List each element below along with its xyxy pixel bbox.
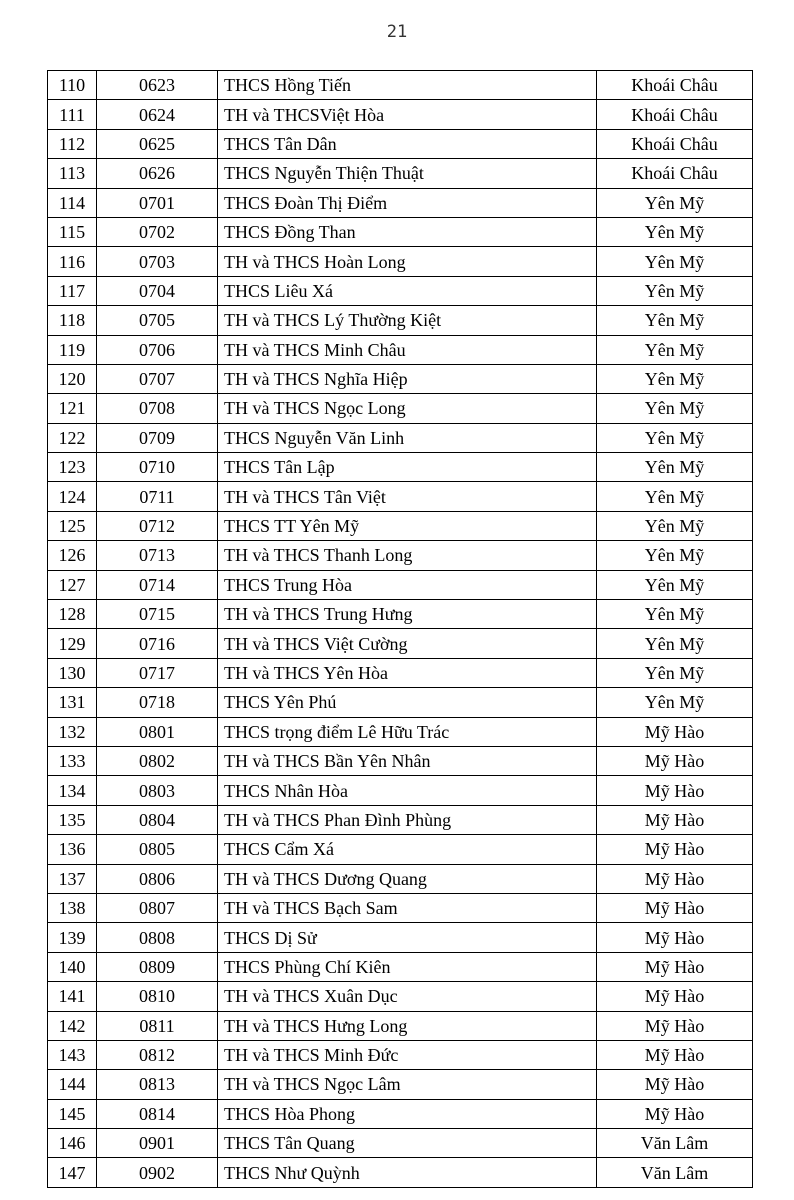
table-row — [48, 1011, 753, 1040]
row-number-cell: 123 — [48, 453, 97, 482]
table-row — [48, 423, 753, 452]
row-number-cell: 136 — [48, 835, 97, 864]
school-name-cell: TH và THCS Ngọc Long — [218, 394, 597, 423]
table-row — [48, 805, 753, 834]
school-name-cell: TH và THCS Nghĩa Hiệp — [218, 364, 597, 393]
row-number-cell: 145 — [48, 1099, 97, 1128]
school-name-cell: TH và THCSViệt Hòa — [218, 100, 597, 129]
school-name-cell: TH và THCS Tân Việt — [218, 482, 597, 511]
school-name-cell: TH và THCS Việt Cường — [218, 629, 597, 658]
row-number-cell: 139 — [48, 923, 97, 952]
row-number-cell: 124 — [48, 482, 97, 511]
table-row — [48, 364, 753, 393]
table-row — [48, 335, 753, 364]
school-name-cell: TH và THCS Ngọc Lâm — [218, 1070, 597, 1099]
district-cell: Mỹ Hào — [597, 835, 753, 864]
table-row — [48, 306, 753, 335]
school-code-cell: 0709 — [97, 423, 218, 452]
school-name-cell: THCS Nguyễn Thiện Thuật — [218, 159, 597, 188]
district-cell: Yên Mỹ — [597, 364, 753, 393]
table-row — [48, 247, 753, 276]
school-code-cell: 0802 — [97, 746, 218, 775]
table-row — [48, 688, 753, 717]
district-cell: Yên Mỹ — [597, 570, 753, 599]
school-name-cell: THCS Hòa Phong — [218, 1099, 597, 1128]
school-code-cell: 0805 — [97, 835, 218, 864]
table-row — [48, 570, 753, 599]
school-code-cell: 0704 — [97, 276, 218, 305]
table-row — [48, 923, 753, 952]
row-number-cell: 112 — [48, 129, 97, 158]
row-number-cell: 143 — [48, 1040, 97, 1069]
school-name-cell: TH và THCS Minh Đức — [218, 1040, 597, 1069]
row-number-cell: 140 — [48, 952, 97, 981]
district-cell: Mỹ Hào — [597, 893, 753, 922]
school-code-cell: 0718 — [97, 688, 218, 717]
school-table-body — [48, 71, 753, 1188]
district-cell: Mỹ Hào — [597, 1011, 753, 1040]
table-row — [48, 982, 753, 1011]
school-code-cell: 0701 — [97, 188, 218, 217]
school-name-cell: TH và THCS Hưng Long — [218, 1011, 597, 1040]
school-code-cell: 0713 — [97, 541, 218, 570]
school-code-cell: 0811 — [97, 1011, 218, 1040]
row-number-cell: 110 — [48, 71, 97, 100]
school-name-cell: TH và THCS Yên Hòa — [218, 658, 597, 687]
district-cell: Mỹ Hào — [597, 952, 753, 981]
school-name-cell: TH và THCS Hoàn Long — [218, 247, 597, 276]
school-code-cell: 0625 — [97, 129, 218, 158]
district-cell: Yên Mỹ — [597, 629, 753, 658]
row-number-cell: 141 — [48, 982, 97, 1011]
school-code-cell: 0808 — [97, 923, 218, 952]
school-code-cell: 0708 — [97, 394, 218, 423]
table-row — [48, 394, 753, 423]
district-cell: Văn Lâm — [597, 1158, 753, 1187]
table-row — [48, 629, 753, 658]
district-cell: Yên Mỹ — [597, 188, 753, 217]
row-number-cell: 111 — [48, 100, 97, 129]
school-name-cell: THCS Nhân Hòa — [218, 776, 597, 805]
table-row — [48, 600, 753, 629]
table-row — [48, 893, 753, 922]
school-code-cell: 0812 — [97, 1040, 218, 1069]
school-name-cell: TH và THCS Xuân Dục — [218, 982, 597, 1011]
table-row — [48, 188, 753, 217]
row-number-cell: 132 — [48, 717, 97, 746]
table-row — [48, 776, 753, 805]
school-code-cell: 0705 — [97, 306, 218, 335]
row-number-cell: 131 — [48, 688, 97, 717]
school-name-cell: THCS Cẩm Xá — [218, 835, 597, 864]
school-name-cell: TH và THCS Thanh Long — [218, 541, 597, 570]
table-row — [48, 1070, 753, 1099]
school-code-cell: 0715 — [97, 600, 218, 629]
district-cell: Mỹ Hào — [597, 864, 753, 893]
school-code-cell: 0901 — [97, 1129, 218, 1158]
table-row — [48, 276, 753, 305]
row-number-cell: 134 — [48, 776, 97, 805]
district-cell: Mỹ Hào — [597, 1070, 753, 1099]
row-number-cell: 137 — [48, 864, 97, 893]
school-name-cell: TH và THCS Dương Quang — [218, 864, 597, 893]
row-number-cell: 116 — [48, 247, 97, 276]
school-code-cell: 0810 — [97, 982, 218, 1011]
table-row — [48, 746, 753, 775]
school-name-cell: THCS Hồng Tiến — [218, 71, 597, 100]
school-code-cell: 0814 — [97, 1099, 218, 1128]
district-cell: Yên Mỹ — [597, 335, 753, 364]
district-cell: Yên Mỹ — [597, 217, 753, 246]
table-row — [48, 482, 753, 511]
district-cell: Yên Mỹ — [597, 247, 753, 276]
table-row — [48, 453, 753, 482]
district-cell: Mỹ Hào — [597, 776, 753, 805]
row-number-cell: 147 — [48, 1158, 97, 1187]
school-table — [47, 70, 753, 1188]
school-name-cell: THCS Dị Sử — [218, 923, 597, 952]
table-row — [48, 952, 753, 981]
school-name-cell: TH và THCS Bạch Sam — [218, 893, 597, 922]
district-cell: Yên Mỹ — [597, 688, 753, 717]
school-name-cell: TH và THCS Lý Thường Kiệt — [218, 306, 597, 335]
table-row — [48, 217, 753, 246]
district-cell: Mỹ Hào — [597, 746, 753, 775]
table-row — [48, 717, 753, 746]
district-cell: Khoái Châu — [597, 100, 753, 129]
school-code-cell: 0717 — [97, 658, 218, 687]
row-number-cell: 114 — [48, 188, 97, 217]
row-number-cell: 146 — [48, 1129, 97, 1158]
district-cell: Yên Mỹ — [597, 482, 753, 511]
school-name-cell: TH và THCS Phan Đình Phùng — [218, 805, 597, 834]
table-row — [48, 1099, 753, 1128]
school-name-cell: THCS Phùng Chí Kiên — [218, 952, 597, 981]
district-cell: Khoái Châu — [597, 129, 753, 158]
table-row — [48, 864, 753, 893]
school-name-cell: THCS Tân Dân — [218, 129, 597, 158]
table-row — [48, 100, 753, 129]
table-row — [48, 129, 753, 158]
row-number-cell: 129 — [48, 629, 97, 658]
table-row — [48, 71, 753, 100]
school-code-cell: 0807 — [97, 893, 218, 922]
school-code-cell: 0804 — [97, 805, 218, 834]
table-row — [48, 658, 753, 687]
district-cell: Mỹ Hào — [597, 1040, 753, 1069]
school-name-cell: THCS trọng điểm Lê Hữu Trác — [218, 717, 597, 746]
district-cell: Yên Mỹ — [597, 453, 753, 482]
school-code-cell: 0803 — [97, 776, 218, 805]
district-cell: Yên Mỹ — [597, 541, 753, 570]
district-cell: Mỹ Hào — [597, 982, 753, 1011]
district-cell: Yên Mỹ — [597, 511, 753, 540]
row-number-cell: 120 — [48, 364, 97, 393]
row-number-cell: 118 — [48, 306, 97, 335]
row-number-cell: 121 — [48, 394, 97, 423]
row-number-cell: 113 — [48, 159, 97, 188]
district-cell: Yên Mỹ — [597, 600, 753, 629]
school-code-cell: 0801 — [97, 717, 218, 746]
school-code-cell: 0710 — [97, 453, 218, 482]
district-cell: Văn Lâm — [597, 1129, 753, 1158]
school-code-cell: 0712 — [97, 511, 218, 540]
row-number-cell: 117 — [48, 276, 97, 305]
school-code-cell: 0711 — [97, 482, 218, 511]
table-row — [48, 1158, 753, 1187]
table-row — [48, 835, 753, 864]
row-number-cell: 126 — [48, 541, 97, 570]
table-row — [48, 1129, 753, 1158]
school-name-cell: THCS Đồng Than — [218, 217, 597, 246]
school-code-cell: 0714 — [97, 570, 218, 599]
school-name-cell: THCS Trung Hòa — [218, 570, 597, 599]
row-number-cell: 133 — [48, 746, 97, 775]
school-name-cell: THCS Yên Phú — [218, 688, 597, 717]
school-code-cell: 0806 — [97, 864, 218, 893]
district-cell: Mỹ Hào — [597, 1099, 753, 1128]
school-name-cell: THCS TT Yên Mỹ — [218, 511, 597, 540]
row-number-cell: 135 — [48, 805, 97, 834]
row-number-cell: 128 — [48, 600, 97, 629]
table-row — [48, 159, 753, 188]
district-cell: Mỹ Hào — [597, 717, 753, 746]
school-name-cell: THCS Đoàn Thị Điểm — [218, 188, 597, 217]
row-number-cell: 119 — [48, 335, 97, 364]
district-cell: Yên Mỹ — [597, 658, 753, 687]
school-name-cell: THCS Tân Lập — [218, 453, 597, 482]
row-number-cell: 125 — [48, 511, 97, 540]
school-name-cell: TH và THCS Trung Hưng — [218, 600, 597, 629]
row-number-cell: 138 — [48, 893, 97, 922]
table-row — [48, 541, 753, 570]
school-name-cell: THCS Tân Quang — [218, 1129, 597, 1158]
district-cell: Yên Mỹ — [597, 423, 753, 452]
row-number-cell: 127 — [48, 570, 97, 599]
row-number-cell: 142 — [48, 1011, 97, 1040]
district-cell: Khoái Châu — [597, 159, 753, 188]
school-code-cell: 0707 — [97, 364, 218, 393]
table-row — [48, 511, 753, 540]
school-name-cell: THCS Như Quỳnh — [218, 1158, 597, 1187]
row-number-cell: 115 — [48, 217, 97, 246]
table-row — [48, 1040, 753, 1069]
school-code-cell: 0703 — [97, 247, 218, 276]
school-code-cell: 0624 — [97, 100, 218, 129]
school-name-cell: TH và THCS Minh Châu — [218, 335, 597, 364]
page-number: 21 — [386, 22, 408, 42]
district-cell: Yên Mỹ — [597, 276, 753, 305]
row-number-cell: 130 — [48, 658, 97, 687]
school-code-cell: 0716 — [97, 629, 218, 658]
district-cell: Mỹ Hào — [597, 805, 753, 834]
school-code-cell: 0813 — [97, 1070, 218, 1099]
row-number-cell: 144 — [48, 1070, 97, 1099]
row-number-cell: 122 — [48, 423, 97, 452]
district-cell: Yên Mỹ — [597, 306, 753, 335]
school-code-cell: 0623 — [97, 71, 218, 100]
district-cell: Khoái Châu — [597, 71, 753, 100]
school-code-cell: 0902 — [97, 1158, 218, 1187]
district-cell: Mỹ Hào — [597, 923, 753, 952]
school-code-cell: 0809 — [97, 952, 218, 981]
district-cell: Yên Mỹ — [597, 394, 753, 423]
school-name-cell: THCS Liêu Xá — [218, 276, 597, 305]
school-code-cell: 0702 — [97, 217, 218, 246]
school-name-cell: THCS Nguyễn Văn Linh — [218, 423, 597, 452]
school-name-cell: TH và THCS Bần Yên Nhân — [218, 746, 597, 775]
school-code-cell: 0626 — [97, 159, 218, 188]
school-code-cell: 0706 — [97, 335, 218, 364]
